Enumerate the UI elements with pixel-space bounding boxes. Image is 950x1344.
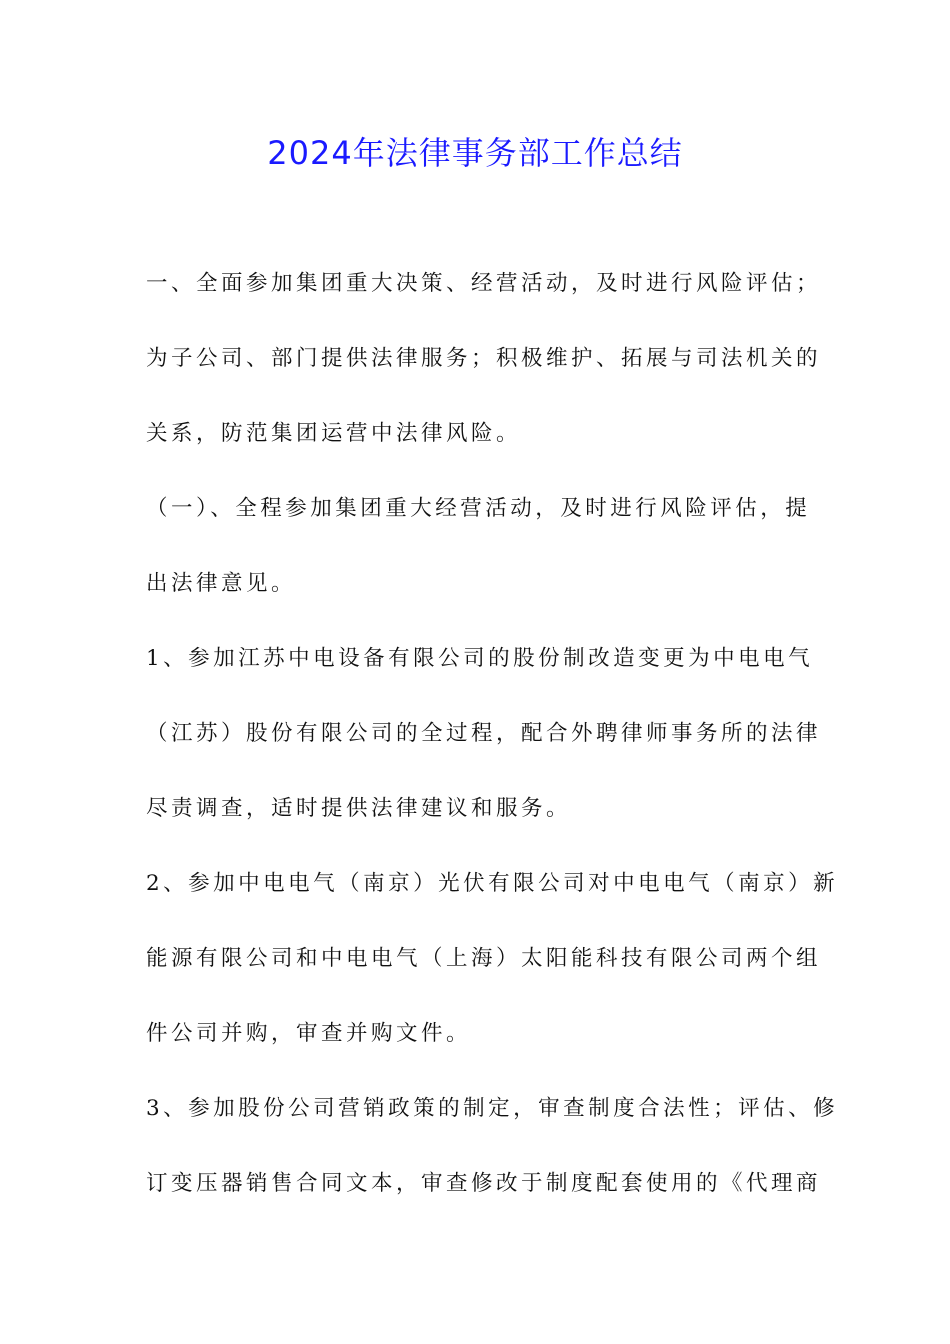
- paragraph-line-5: 出法律意见。: [146, 571, 297, 596]
- paragraph-line-1: 一、全面参加集团重大决策、经营活动，及时进行风险评估；: [146, 271, 822, 296]
- paragraph-line-3: 关系，防范集团运营中法律风险。: [146, 421, 522, 446]
- document-title: 2024年法律事务部工作总结: [267, 134, 683, 172]
- paragraph-line-4: （一）、全程参加集团重大经营活动，及时进行风险评估，提: [146, 496, 811, 521]
- paragraph-line-12: 3、参加股份公司营销政策的制定，审查制度合法性；评估、修: [146, 1096, 839, 1121]
- paragraph-line-7: （江苏）股份有限公司的全过程，配合外聘律师事务所的法律: [146, 721, 822, 746]
- paragraph-line-2: 为子公司、部门提供法律服务；积极维护、拓展与司法机关的: [146, 346, 822, 371]
- paragraph-line-11: 件公司并购，审查并购文件。: [146, 1021, 472, 1046]
- paragraph-line-6: 1、参加江苏中电设备有限公司的股份制改造变更为中电电气: [146, 646, 814, 671]
- paragraph-line-13: 订变压器销售合同文本，审查修改于制度配套使用的《代理商: [146, 1171, 822, 1196]
- paragraph-line-8: 尽责调查，适时提供法律建议和服务。: [146, 796, 572, 821]
- paragraph-line-9: 2、参加中电电气（南京）光伏有限公司对中电电气（南京）新: [146, 871, 839, 896]
- paragraph-line-10: 能源有限公司和中电电气（上海）太阳能科技有限公司两个组: [146, 946, 822, 971]
